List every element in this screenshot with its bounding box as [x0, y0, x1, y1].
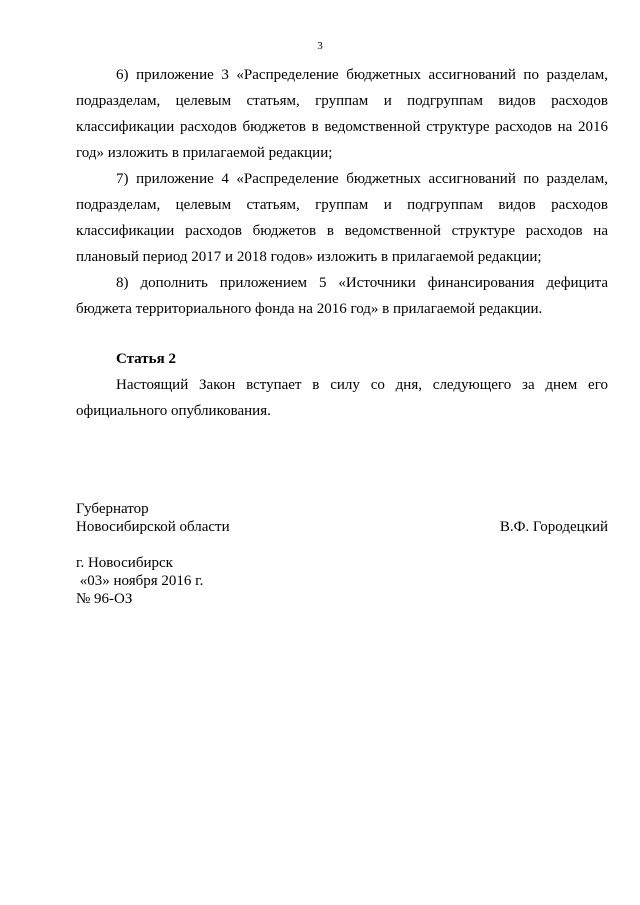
article-body	[76, 372, 608, 424]
page-number: 3	[317, 40, 323, 52]
signature-block	[76, 500, 608, 536]
place-date-block	[76, 554, 608, 608]
amendment-item-8: 8) дополнить приложением 5 «Источники финансирования дефицита бюджета территориального фонда на 2016 год» в прилагаемой редакции.	[76, 275, 608, 317]
signing-date: «03» ноября 2016 г.	[76, 573, 204, 589]
law-number: № 96-ОЗ	[76, 591, 133, 607]
signatory-name: В.Ф. Городецкий	[499, 519, 608, 535]
amendment-item-7: 7) приложение 4 «Распределение бюджетных ассигнований по разделам, подразделам, целевым статьям, группам и подгруппам видов расходов классификации расходов бюджетов в ведомственной структуре расходов на плановый период 2017 и 2018 годов» изложить в прилагаемой редакции;	[76, 171, 608, 265]
article-heading: Статья 2	[116, 351, 176, 367]
article-text: Настоящий Закон вступает в силу со дня, следующего за днем его официального опубликования.	[76, 377, 608, 419]
signatory-title-line1: Губернатор	[76, 501, 149, 517]
amendment-item-6: 6) приложение 3 «Распределение бюджетных ассигнований по разделам, подразделам, целевым статьям, группам и подгруппам видов расходов классификации расходов бюджетов в ведомственной структуре расходов на 2016 год» изложить в прилагаемой редакции;	[76, 67, 608, 161]
amendment-list	[76, 62, 608, 322]
signatory-row	[76, 518, 608, 536]
signing-city: г. Новосибирск	[76, 555, 173, 571]
signatory-title-line2: Новосибирской области	[76, 519, 230, 535]
